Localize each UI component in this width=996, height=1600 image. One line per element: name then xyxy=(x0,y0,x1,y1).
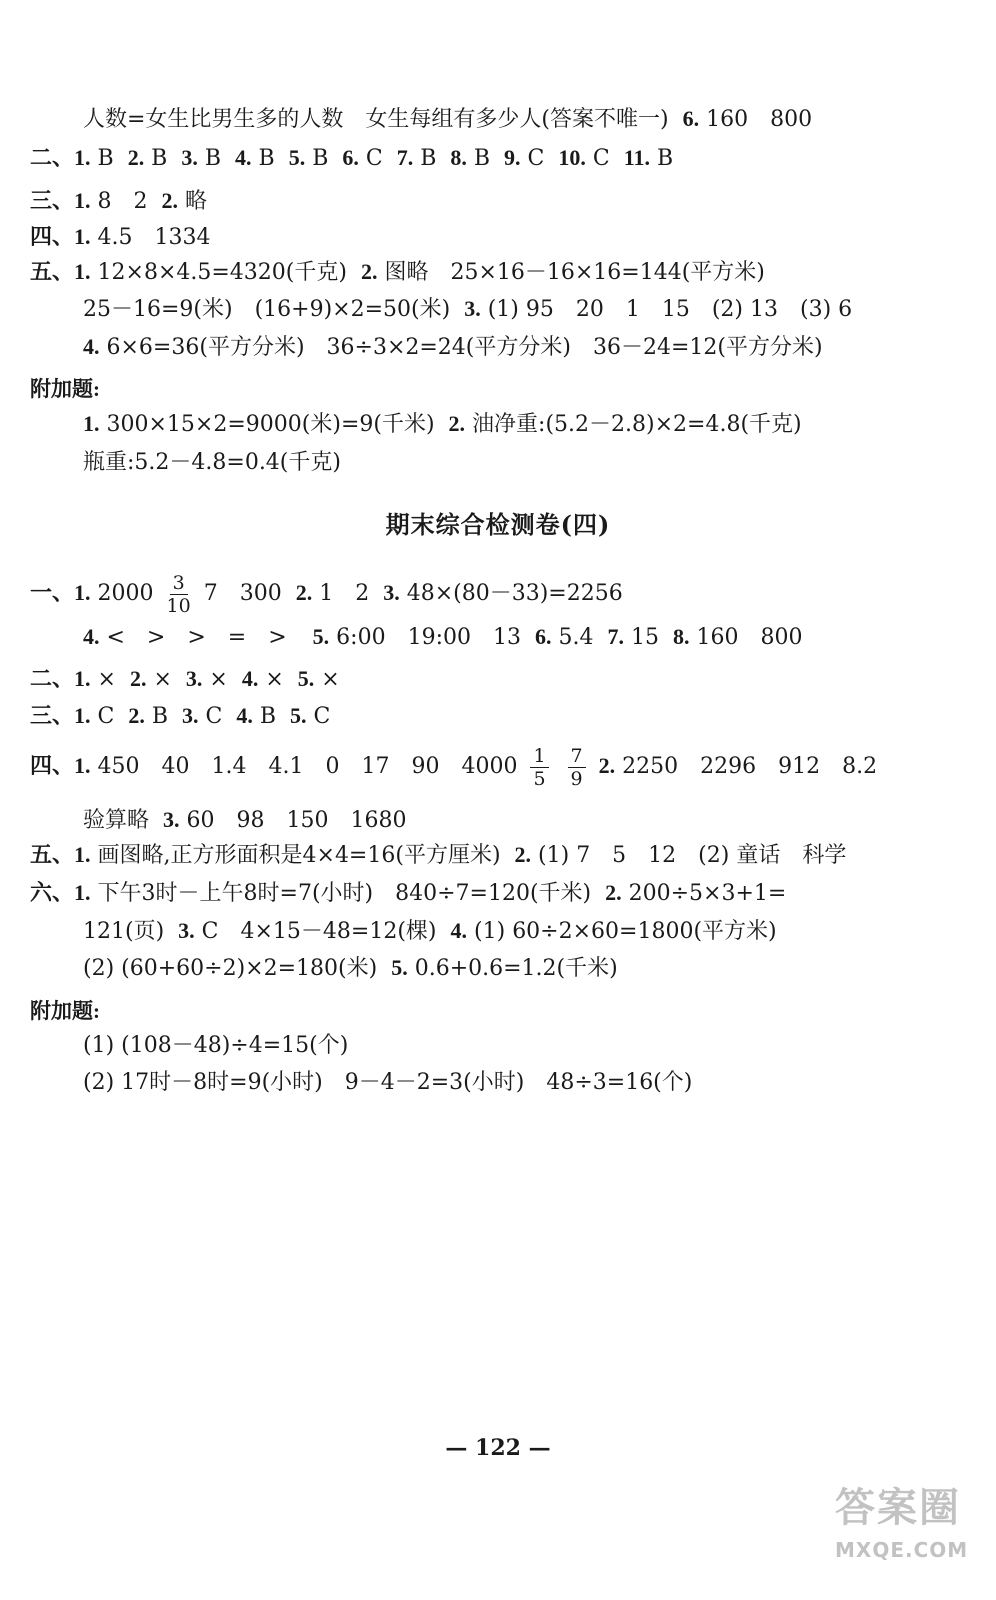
q-num: 6. xyxy=(534,624,552,649)
q-num: 4. xyxy=(236,703,253,728)
answer: B xyxy=(252,704,277,729)
answer: B xyxy=(466,146,491,171)
text: 人数=女生比男生多的人数 女生每组有多少人(答案不唯一) xyxy=(83,107,669,132)
new-yi-line-2 xyxy=(83,622,802,653)
section-prefix: 四、 xyxy=(30,753,75,778)
answer: C 4×15－48=12(棵) xyxy=(201,919,437,944)
q-num: 2. xyxy=(128,703,145,728)
q-num: 1. xyxy=(74,224,91,249)
answer: 200÷5×3+1= xyxy=(628,881,787,906)
answer: < > > = > xyxy=(106,625,287,650)
page-number: — 122 — xyxy=(445,1435,551,1461)
answer: 图略 25×16－16×16=144(平方米) xyxy=(384,260,765,285)
new-extra-line-2: (2) 17时－8时=9(小时) 9－4－2=3(小时) 48÷3=16(个) xyxy=(83,1070,693,1095)
answer: C xyxy=(520,146,545,171)
fraction-denominator: 5 xyxy=(533,767,546,790)
section-prefix: 四、 xyxy=(30,224,75,249)
answer: (1) 7 5 12 (2) 童话 科学 xyxy=(538,843,847,868)
prev-line-1 xyxy=(83,104,812,135)
q-num: 8. xyxy=(672,624,690,649)
q-num: 7. xyxy=(607,624,624,649)
q-num: 3. xyxy=(383,580,400,605)
q-num: 2. xyxy=(605,880,622,905)
q-num: 1. xyxy=(74,188,91,213)
q-num: 5. xyxy=(312,624,330,649)
answer: 6:00 19:00 13 xyxy=(336,625,521,650)
answer: 300×15×2=9000(米)=9(千米) xyxy=(106,412,435,437)
fraction-numerator: 7 xyxy=(568,745,586,768)
q-num: 2. xyxy=(129,666,147,691)
q-num: 1. xyxy=(74,842,91,867)
answer: 160 800 xyxy=(706,107,813,132)
q-num: 5. xyxy=(297,666,315,691)
q-num: 2. xyxy=(360,259,378,284)
q-num: 3. xyxy=(178,918,195,943)
q-num: 1. xyxy=(74,259,91,284)
prev-extra-line-2: 瓶重:5.2－4.8=0.4(千克) xyxy=(83,450,341,475)
q-num: 6. xyxy=(342,145,359,170)
answer: 450 40 1.4 4.1 0 17 90 4000 xyxy=(97,754,518,779)
answer: × xyxy=(258,667,284,692)
prev-extra-line-1 xyxy=(83,409,802,440)
answer: B xyxy=(305,146,329,171)
new-extra-label: 附加题: xyxy=(30,999,100,1023)
q-num: 8. xyxy=(450,145,467,170)
q-num: 9. xyxy=(504,145,521,170)
answer: × xyxy=(90,667,116,692)
q-num: 11. xyxy=(623,145,650,170)
new-si-line-1 xyxy=(30,744,877,790)
section-prefix: 六、 xyxy=(30,880,75,905)
q-num: 5. xyxy=(290,703,307,728)
new-liu-line-2 xyxy=(83,916,777,947)
answer: B xyxy=(413,146,437,171)
new-si-line-2 xyxy=(83,805,406,836)
answer-list xyxy=(74,704,330,729)
answer: B xyxy=(144,704,169,729)
answer: B xyxy=(90,146,114,171)
q-num: 4. xyxy=(83,624,100,649)
answer-list xyxy=(74,146,673,171)
fraction-7-9 xyxy=(568,745,586,790)
section-prefix: 五、 xyxy=(30,259,75,284)
answer: 48×(80－33)=2256 xyxy=(406,581,623,606)
q-num: 2. xyxy=(295,580,313,605)
answer: 15 xyxy=(630,625,659,650)
q-num: 1. xyxy=(83,411,100,436)
answer: 6×6=36(平方分米) 36÷3×2=24(平方分米) 36－24=12(平方分米) xyxy=(106,335,823,360)
q-num: 1. xyxy=(74,703,91,728)
answer: 8 2 xyxy=(97,189,148,214)
q-num: 4. xyxy=(241,666,259,691)
q-num: 7. xyxy=(396,145,414,170)
answer: 4.5 1334 xyxy=(97,225,211,250)
new-er-line xyxy=(30,664,340,695)
new-liu-line-3 xyxy=(83,953,618,984)
new-yi-line-1 xyxy=(30,571,623,617)
section-prefix: 一、 xyxy=(30,580,75,605)
q-num: 3. xyxy=(185,666,203,691)
page-title: 期末综合检测卷(四) xyxy=(385,510,611,539)
q-num: 3. xyxy=(163,807,180,832)
answer: C xyxy=(306,704,331,729)
new-extra-line-1: (1) (108－48)÷4=15(个) xyxy=(83,1033,349,1058)
q-num: 4. xyxy=(450,918,468,943)
q-num: 1. xyxy=(74,145,91,170)
answer: B xyxy=(251,146,275,171)
q-num: 4. xyxy=(235,145,252,170)
fraction-denominator: 9 xyxy=(570,767,583,790)
q-num: 2. xyxy=(161,188,179,213)
q-num: 3. xyxy=(181,145,198,170)
answer: 画图略,正方形面积是4×4=16(平方厘米) xyxy=(97,843,501,868)
section-prefix: 五、 xyxy=(30,842,75,867)
watermark-text: 答案圈 xyxy=(835,1485,961,1531)
prev-wu-line-3 xyxy=(83,332,823,363)
q-num: 6. xyxy=(682,106,700,131)
q-num: 3. xyxy=(182,703,199,728)
answer: 2250 2296 912 8.2 xyxy=(622,754,878,779)
fraction-3-10 xyxy=(167,572,191,617)
q-num: 4. xyxy=(83,334,100,359)
answer: 60 98 150 1680 xyxy=(186,808,407,833)
fraction-1-5 xyxy=(530,745,548,790)
answer: B xyxy=(144,146,168,171)
section-prefix: 二、 xyxy=(30,145,75,170)
answer: (2) (60+60÷2)×2=180(米) xyxy=(83,956,378,981)
answer: 下午3时－上午8时=7(小时) 840÷7=120(千米) xyxy=(97,881,592,906)
answer: C xyxy=(358,146,383,171)
answer: C xyxy=(198,704,223,729)
answer: (1) 95 20 1 15 (2) 13 (3) 6 xyxy=(487,297,853,322)
answer: 160 800 xyxy=(696,625,803,650)
answer: × xyxy=(146,667,172,692)
answer: 5.4 xyxy=(558,625,594,650)
section-prefix: 二、 xyxy=(30,666,75,691)
prev-san-line xyxy=(30,186,207,217)
answer: C xyxy=(90,704,115,729)
q-num: 5. xyxy=(288,145,306,170)
section-prefix: 三、 xyxy=(30,188,75,213)
new-liu-line-1 xyxy=(30,878,786,909)
q-num: 1. xyxy=(74,880,91,905)
fraction-denominator: 10 xyxy=(166,594,191,617)
q-num: 2. xyxy=(448,411,466,436)
answer: × xyxy=(314,667,340,692)
answer: × xyxy=(202,667,228,692)
prev-wu-line-1 xyxy=(30,257,765,288)
q-num: 2. xyxy=(598,753,616,778)
watermark-logo xyxy=(835,1480,985,1585)
answer: 7 300 xyxy=(203,581,282,606)
answer: 25－16=9(米) (16+9)×2=50(米) xyxy=(83,297,451,322)
prev-wu-line-2 xyxy=(83,294,852,325)
answer: 0.6+0.6=1.2(千米) xyxy=(414,956,618,981)
answer: B xyxy=(197,146,222,171)
answer: (1) 60÷2×60=1800(平方米) xyxy=(474,919,777,944)
prev-extra-label: 附加题: xyxy=(30,377,100,401)
q-num: 2. xyxy=(514,842,532,867)
answer-list xyxy=(74,667,340,692)
answer: 油净重:(5.2－2.8)×2=4.8(千克) xyxy=(472,412,802,437)
prev-si-line xyxy=(30,222,211,253)
answer: 验算略 xyxy=(83,808,150,833)
answer: 略 xyxy=(185,189,208,214)
q-num: 5. xyxy=(391,955,408,980)
q-num: 1. xyxy=(74,580,91,605)
q-num: 1. xyxy=(74,753,91,778)
watermark-url: MXQE.COM xyxy=(835,1538,969,1562)
q-num: 2. xyxy=(127,145,145,170)
new-san-line xyxy=(30,701,330,732)
q-num: 3. xyxy=(464,296,481,321)
answer: C xyxy=(585,146,610,171)
new-wu-line xyxy=(30,840,846,871)
fraction-numerator: 3 xyxy=(170,572,188,595)
q-num: 1. xyxy=(74,666,91,691)
answer: 1 2 xyxy=(319,581,370,606)
answer: 2000 xyxy=(97,581,154,606)
answer: B xyxy=(650,146,674,171)
q-num: 10. xyxy=(558,145,586,170)
fraction-numerator: 1 xyxy=(530,745,548,768)
section-prefix: 三、 xyxy=(30,703,75,728)
answer: 121(页) xyxy=(83,919,165,944)
prev-er-line xyxy=(30,143,673,174)
answer: 12×8×4.5=4320(千克) xyxy=(97,260,347,285)
